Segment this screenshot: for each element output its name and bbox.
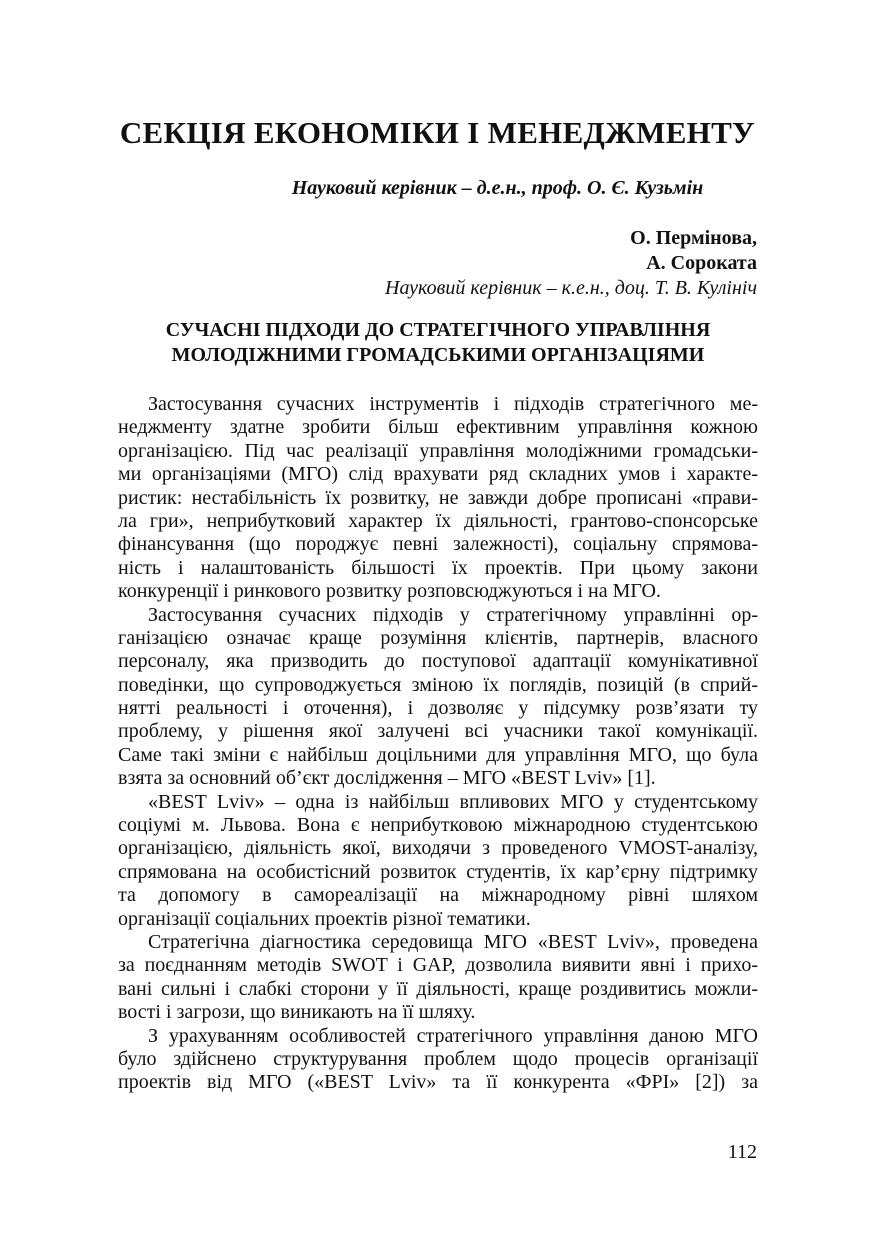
article-body [118,393,758,1095]
author-name: А. Сороката [646,252,757,274]
text-line: вості і загрози, що виникають на її шляху. [118,1001,476,1024]
text-line: ганізацією означає краще розуміння клієнтів, партнерів, власного [118,626,758,649]
text-line: Застосування сучасних підходів у стратегічному управлінні ор- [148,603,758,626]
text-line: та допомогу в самореалізації на міжнародному рівні шляхом [118,884,758,907]
text-line: ла гри», неприбутковий характер їх діяльності, грантово-спонсорське [118,509,758,532]
author-name: О. Пермінова, [630,227,757,249]
text-line: конкуренції і ринкового розвитку розповсюджуються і на МГО. [118,580,661,603]
text-line: було здійснено структурування проблем щодо процесів організації [118,1047,758,1070]
text-line: соціумі м. Львова. Вона є неприбутковою міжнародною студентською [118,814,758,837]
text-line: спрямована на особистісний розвиток студентів, їх кар’єрну підтримку [118,860,758,883]
text-line: фінансування (що породжує певні залежності), соціальну спрямова- [118,533,758,556]
section-title: СЕКЦІЯ ЕКОНОМІКИ І МЕНЕДЖМЕНТУ [119,115,756,150]
text-line: організацією. Під час реалізації управління молодіжними громадськи- [118,439,758,462]
authors-block [385,226,757,301]
page-number: 112 [727,1141,757,1163]
article-title-line: МОЛОДІЖНИМИ ГРОМАДСЬКИМИ ОРГАНІЗАЦІЯМИ [171,344,705,366]
text-line: «BEST Lviv» – одна із найбільш впливових МГО у студентському [148,790,758,813]
paragraph [118,931,758,1025]
article-supervisor: Науковий керівник – к.е.н., доц. Т. В. Кулініч [385,277,757,299]
text-line: ми організаціями (МГО) слід врахувати ряд складних умов і характе- [118,463,758,486]
article-title-line: СУЧАСНІ ПІДХОДИ ДО СТРАТЕГІЧНОГО УПРАВЛІННЯ [165,319,711,341]
text-line: ристик: нестабільність їх розвитку, не завжди добре прописані «прави- [118,486,758,509]
text-line: Застосування сучасних інструментів і підходів стратегічного ме- [148,393,758,415]
section-supervisor: Науковий керівник – д.е.н., проф. О. Є. Кузьмін [291,177,704,199]
text-line: взята за основний об’єкт дослідження – МГО «BEST Lviv» [1]. [118,767,656,790]
text-line: Стратегічна діагностика середовища МГО «BEST Lviv», проведена [148,930,758,953]
text-line: вані сильні і слабкі сторони у її діяльності, краще роздивитись можли- [118,977,758,1000]
paragraph [118,1025,758,1095]
text-line: організацією, діяльність якої, виходячи з проведеного VMOST-аналізу, [118,837,758,860]
text-line: персоналу, яка призводить до поступової адаптації комунікативної [118,650,758,673]
paragraph [118,604,758,791]
text-line: за поєднанням методів SWOT і GAP, дозволила виявити явні і прихо- [118,954,758,977]
text-line: Саме такі зміни є найбільш доцільними для управління МГО, що була [118,743,758,766]
text-line: неджменту здатне зробити більш ефективним управління кожною [118,416,758,439]
text-line: нятті реальності і оточення), і дозволяє у підсумку розв’язати ту [118,697,758,720]
text-line: З урахуванням особливостей стратегічного управління даною МГО [148,1024,758,1047]
article-title [118,318,758,368]
paragraph [118,393,758,604]
text-line: організації соціальних проектів різної тематики. [118,907,531,930]
paragraph [118,791,758,931]
text-line: проектів від МГО («BEST Lviv» та її конкурента «ФРІ» [2]) за [118,1071,758,1094]
text-line: поведінки, що супроводжується зміною їх поглядів, позицій (в сприй- [118,673,758,696]
text-line: ність і налаштованість більшості їх проектів. При цьому закони [118,556,758,579]
text-line: проблему, у рішення якої залучені всі учасники такої комунікації. [118,720,758,743]
